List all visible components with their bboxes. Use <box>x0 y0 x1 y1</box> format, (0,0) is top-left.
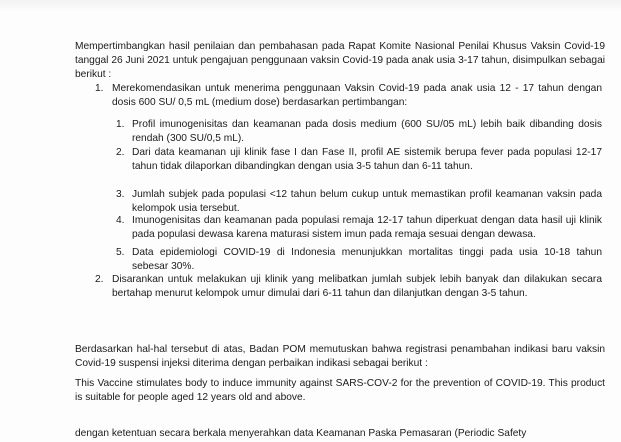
intro-paragraph: Mempertimbangkan hasil penilaian dan pembahasan pada Rapat Komite Nasional Penilai Khusus Vaksin Covid-19 tanggal 26 Juni 2021 untuk pengajuan penggunaan vaksin Covid-19 pada anak usia 3-17 tahun, disimpulkan sebagai berikut : <box>75 41 605 80</box>
subitem-3-text: Jumlah subjek pada populasi <12 tahun belum cukup untuk memastikan profil keamanan vaksin pada kelompok usia tersebut. <box>132 189 602 214</box>
subitem-5-text: Data epidemiologi COVID-19 di Indonesia menunjukkan mortalitas tinggi pada usia 10-18 tahun sebesar 30%. <box>132 247 602 272</box>
item-1-number: 1. <box>95 83 104 94</box>
subitem-1-number: 1. <box>116 119 125 130</box>
subitem-3-number: 3. <box>116 189 125 200</box>
subitem-2-number: 2. <box>116 147 125 158</box>
subitem-1-text: Profil imunogenisitas dan keamanan pada dosis medium (600 SU/05 mL) lebih baik dibanding dosis rendah (300 SU/0,5 mL). <box>132 119 602 144</box>
conclusion-paragraph: Berdasarkan hal-hal tersebut di atas, Badan POM memutuskan bahwa registrasi penambahan indikasi baru vaksin Covid-19 suspensi injeksi diterima dengan perbaikan indikasi sebagai berikut : <box>75 344 605 369</box>
subitem-4-number: 4. <box>116 215 125 226</box>
item-2-text: Disarankan untuk melakukan uji klinik yang melibatkan jumlah subjek lebih banyak dan dilakukan secara bertahap menurut kelompok umur dimulai dari 6-11 tahun dan dilanjutkan dengan 3-5 tahun. <box>112 274 602 299</box>
english-indication-paragraph: This Vaccine stimulates body to induce immunity against SARS-COV-2 for the prevention of COVID-19. This product is suitable for people aged 12 years old and above. <box>75 378 605 403</box>
subitem-4-text: Imunogenisitas dan keamanan pada populasi remaja 12-17 tahun diperkuat dengan data hasil uji klinik pada populasi dewasa karena maturasi sistem imun pada remaja sesuai dengan dewasa. <box>132 215 602 240</box>
subitem-5-number: 5. <box>116 247 125 258</box>
item-1-text: Merekomendasikan untuk menerima penggunaan Vaksin Covid-19 pada anak usia 12 - 17 tahun dengan dosis 600 SU/ 0,5 mL (medium dose) berdasarkan pertimbangan: <box>112 83 602 108</box>
item-2-number: 2. <box>95 274 104 285</box>
subitem-2-text: Dari data keamanan uji klinik fase I dan Fase II, profil AE sistemik berupa fever pada populasi 12-17 tahun tidak dilaporkan dibandingkan dengan usia 3-5 tahun dan 6-11 tahun. <box>132 147 602 172</box>
conditions-paragraph: dengan ketentuan secara berkala menyerahkan data Keamanan Paska Pemasaran (Periodic Safety <box>75 428 527 439</box>
